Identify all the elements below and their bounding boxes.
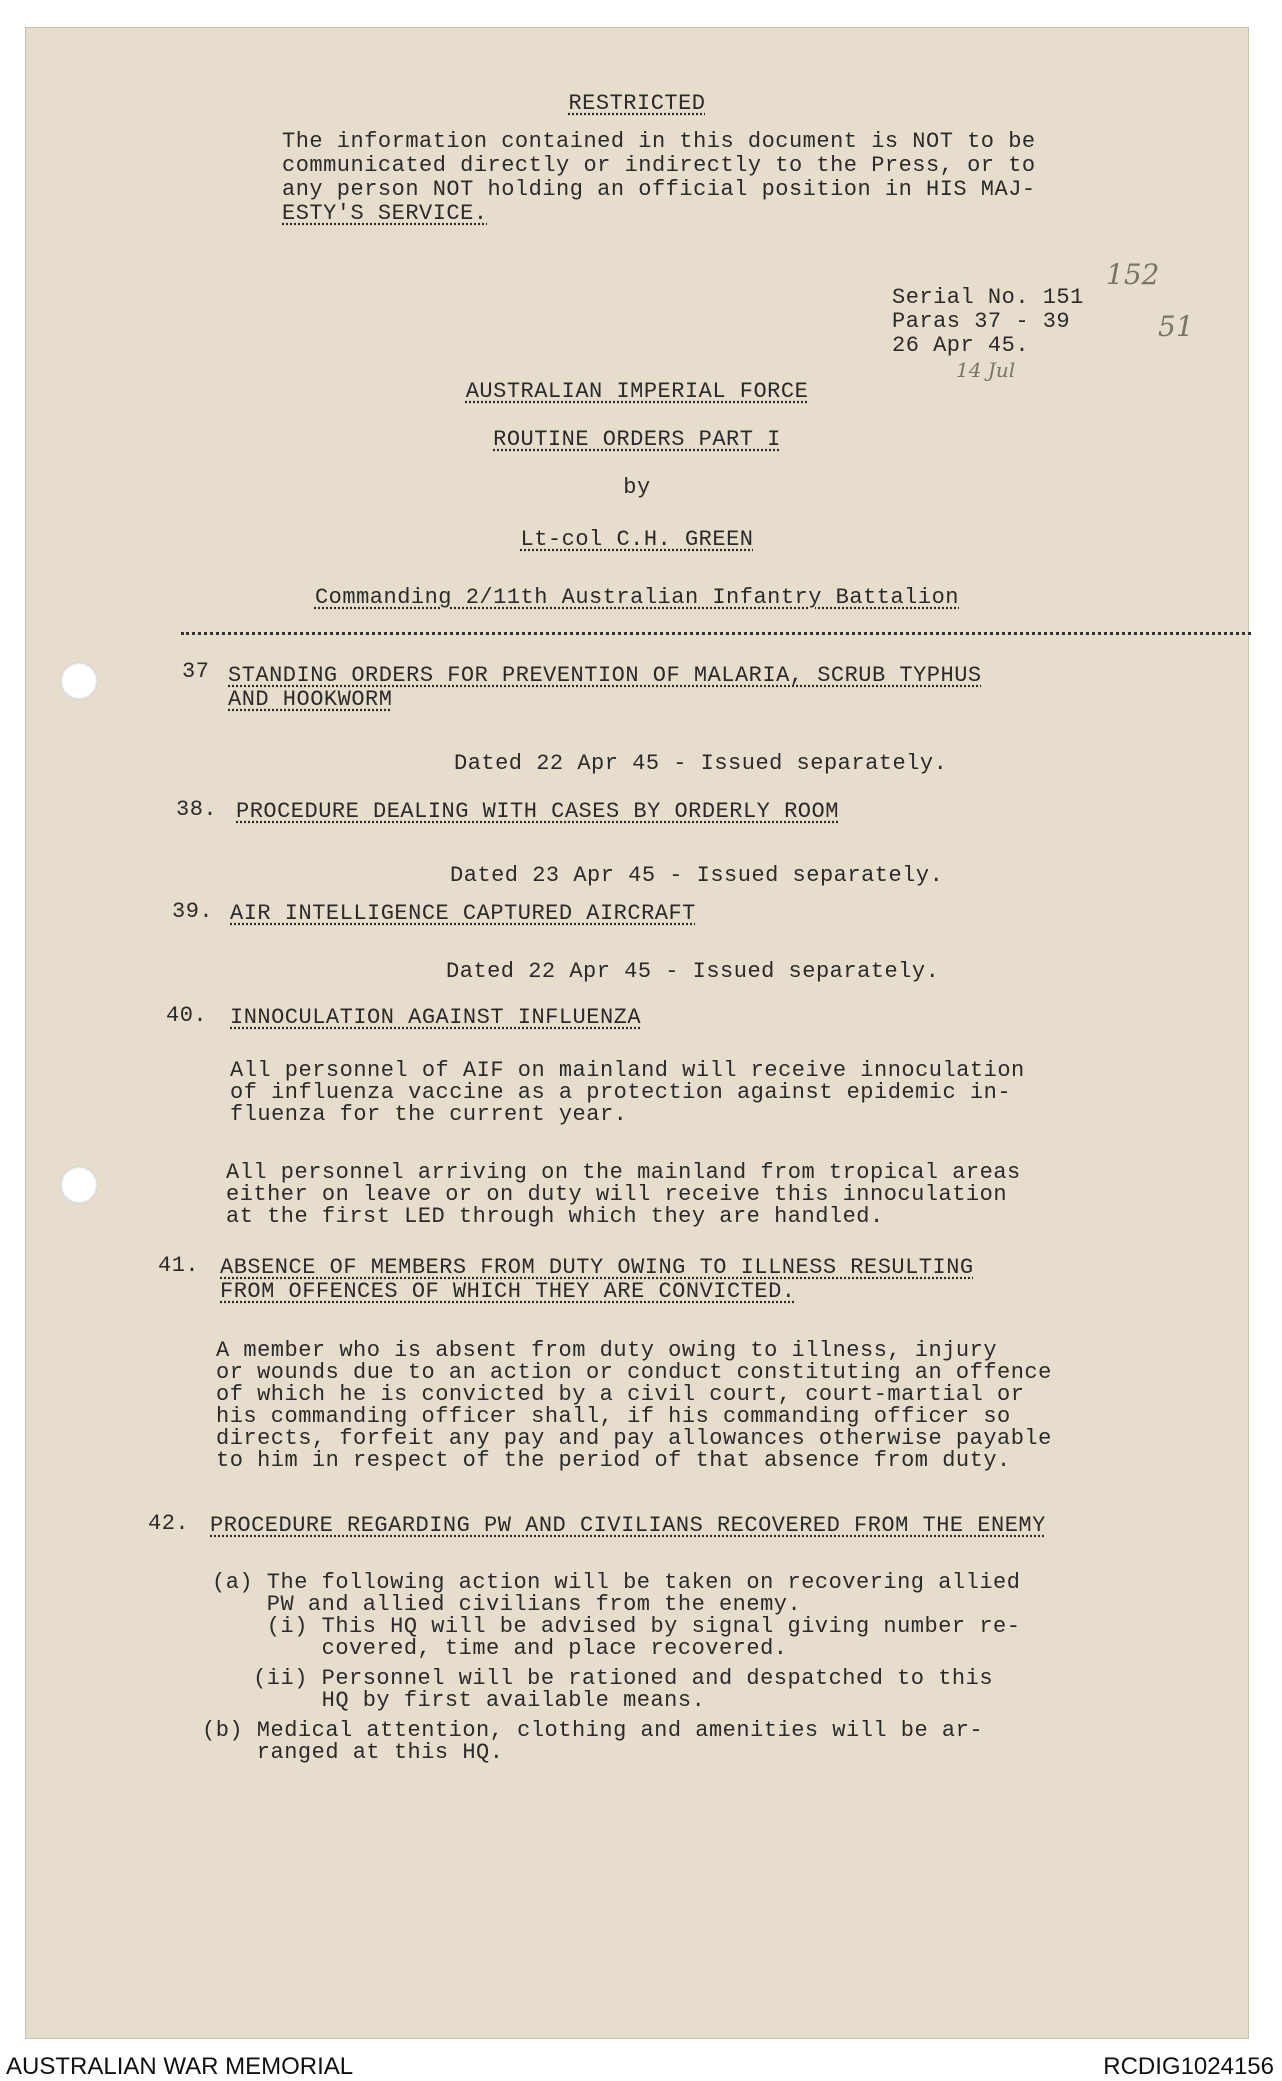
paragraph-line: to him in respect of the period of that absence from duty. (216, 1448, 1011, 1473)
item-number: 37 (182, 659, 210, 684)
record-id: RCDIG1024156 (1103, 2053, 1274, 2080)
item-heading: AIR INTELLIGENCE CAPTURED AIRCRAFT (230, 901, 696, 926)
paragraph-line: at the first LED through which they are handled. (226, 1204, 884, 1229)
item-note: Dated 23 Apr 45 - Issued separately. (450, 863, 944, 888)
paragraph-line: covered, time and place recovered. (212, 1636, 788, 1661)
command-line: Commanding 2/11th Australian Infantry Battalion (314, 585, 959, 610)
punch-hole (60, 662, 98, 700)
notice-line: The information contained in this document is NOT to be (282, 129, 1036, 154)
paragraph-line: fluenza for the current year. (230, 1102, 628, 1127)
item-number: 38. (176, 797, 218, 822)
item-heading: PROCEDURE REGARDING PW AND CIVILIANS RECOVERED FROM THE ENEMY (210, 1513, 1046, 1538)
paragraph-line: (ii) Personnel will be rationed and despatched to this (212, 1666, 994, 1691)
issue-date: 26 Apr 45. (892, 333, 1030, 358)
paragraph-line: directs, forfeit any pay and pay allowances otherwise payable (216, 1426, 1052, 1451)
paragraph-line: or wounds due to an action or conduct constituting an offence (216, 1360, 1052, 1385)
notice-line: ESTY'S SERVICE. (282, 201, 488, 226)
item-note: Dated 22 Apr 45 - Issued separately. (454, 751, 948, 776)
item-heading: AND HOOKWORM (228, 687, 393, 712)
officer-name: Lt-col C.H. GREEN (520, 527, 754, 552)
item-note: Dated 22 Apr 45 - Issued separately. (446, 959, 940, 984)
paragraph-line: ranged at this HQ. (202, 1740, 504, 1765)
pencil-annotation: 51 (1158, 310, 1194, 343)
paragraph-line: (i) This HQ will be advised by signal giving number re- (212, 1614, 1021, 1639)
notice-line: communicated directly or indirectly to the Press, or to (282, 153, 1036, 178)
item-heading: ABSENCE OF MEMBERS FROM DUTY OWING TO ILLNESS RESULTING (220, 1255, 974, 1280)
paragraph-line: either on leave or on duty will receive this innoculation (226, 1182, 1008, 1207)
paragraph-line: A member who is absent from duty owing to illness, injury (216, 1338, 998, 1363)
item-heading: STANDING ORDERS FOR PREVENTION OF MALARIA, SCRUB TYPHUS (228, 663, 982, 688)
serial-number: Serial No. 151 (892, 285, 1084, 310)
paragraph-line: (b) Medical attention, clothing and amenities will be ar- (202, 1718, 984, 1743)
item-number: 39. (172, 899, 214, 924)
paragraph-line: PW and allied civilians from the enemy. (212, 1592, 802, 1617)
archive-credit: AUSTRALIAN WAR MEMORIAL (6, 2053, 354, 2080)
punch-hole (60, 1166, 98, 1204)
paragraph-line: (a) The following action will be taken on recovering allied (212, 1570, 1021, 1595)
item-number: 42. (148, 1511, 190, 1536)
document-page (26, 28, 1248, 2038)
notice-line: any person NOT holding an official position in HIS MAJ- (282, 177, 1036, 202)
item-number: 41. (158, 1253, 200, 1278)
item-heading: PROCEDURE DEALING WITH CASES BY ORDERLY ROOM (236, 799, 839, 824)
item-heading: FROM OFFENCES OF WHICH THEY ARE CONVICTED. (220, 1279, 796, 1304)
paras-range: Paras 37 - 39 (892, 309, 1071, 334)
by-line: by (623, 475, 651, 500)
pencil-annotation: 14 Jul (956, 358, 1016, 382)
paragraph-line: All personnel of AIF on mainland will receive innoculation (230, 1058, 1025, 1083)
paragraph-line: of which he is convicted by a civil court, court-martial or (216, 1382, 1025, 1407)
section-divider (181, 632, 1251, 635)
orders-title: ROUTINE ORDERS PART I (493, 427, 781, 452)
paragraph-line: of influenza vaccine as a protection against epidemic in- (230, 1080, 1012, 1105)
classification-heading: RESTRICTED (568, 91, 706, 116)
force-title: AUSTRALIAN IMPERIAL FORCE (465, 379, 809, 404)
item-number: 40. (166, 1003, 208, 1028)
paragraph-line: his commanding officer shall, if his commanding officer so (216, 1404, 1011, 1429)
paragraph-line: All personnel arriving on the mainland from tropical areas (226, 1160, 1021, 1185)
item-heading: INNOCULATION AGAINST INFLUENZA (230, 1005, 642, 1030)
pencil-annotation: 152 (1106, 258, 1160, 291)
paragraph-line: HQ by first available means. (212, 1688, 706, 1713)
